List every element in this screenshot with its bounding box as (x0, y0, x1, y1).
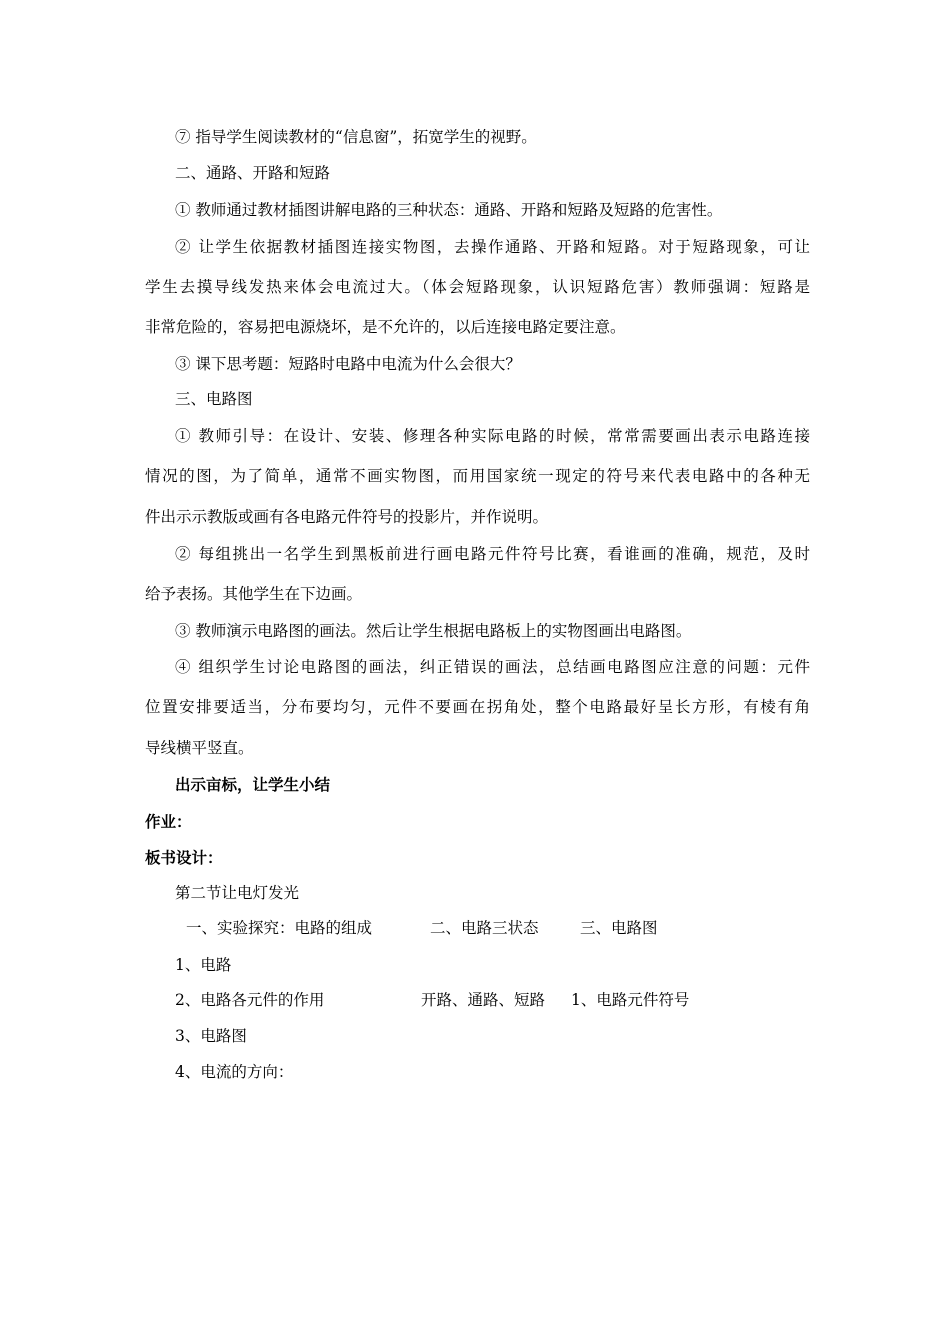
summary-line: 出示亩标，让学生小结 (175, 776, 331, 794)
board-col1-header: 一、实验探究：电路的组成 (186, 919, 373, 937)
paragraph-discussion-line2: 位置安排要适当，分布要均匀，元件不要画在拐角处，整个电路最好呈长方形，有棱有角 (145, 698, 810, 716)
section-heading-circuit-diagram: 三、电路图 (175, 390, 253, 408)
paragraph-teacher-guide-line2: 情况的图，为了简单，通常不画实物图，而用国家统一现定的符号来代表电路中的各种无 (145, 467, 810, 485)
paragraph-demo: ③ 教师演示电路图的画法。然后让学生根据电路板上的实物图画出电路图。 (175, 622, 692, 640)
paragraph-short-circuit-line2: 学生去摸导线发热来体会电流过大。（体会短路现象，认识短路危害）教师强调：短路是 (145, 278, 810, 296)
paragraph-short-circuit-line3: 非常危险的，容易把电源烧坏，是不允许的，以后连接电路定要注意。 (145, 318, 626, 336)
paragraph-teacher-guide-line1: ① 教师引导：在设计、安装、修理各种实际电路的时候，常常需要画出表示电路连接 (175, 427, 810, 445)
board-title: 第二节让电灯发光 (175, 884, 300, 902)
paragraph-teacher-guide-line3: 件出示示教版或画有各电路元件符号的投影片，并作说明。 (145, 508, 549, 526)
paragraph-competition-line1: ② 每组挑出一名学生到黑板前进行画电路元件符号比赛，看谁画的准确，规范，及时 (175, 545, 810, 563)
board-design-label: 板书设计： (145, 849, 223, 867)
paragraph-thinking-question: ③ 课下思考题：短路时电路中电流为什么会很大？ (175, 355, 521, 373)
section-heading-circuit-states: 二、通路、开路和短路 (175, 164, 331, 182)
board-item-4: 4、电流的方向： (175, 1063, 294, 1081)
paragraph-info-window: ⑦ 指导学生阅读教材的“信息窗”，拓宽学生的视野。 (175, 128, 537, 146)
board-item-1: 1、电路 (175, 956, 232, 974)
board-col2-header: 二、电路三状态 (430, 919, 539, 937)
board-item-2-symbols: 1、电路元件符号 (571, 991, 690, 1009)
paragraph-discussion-line1: ④ 组织学生讨论电路图的画法，纠正错误的画法，总结画电路图应注意的问题：元件 (175, 658, 810, 676)
board-col3-header: 三、电路图 (580, 919, 658, 937)
board-item-3: 3、电路图 (175, 1027, 247, 1045)
paragraph-short-circuit-line1: ② 让学生依据教材插图连接实物图，去操作通路、开路和短路。对于短路现象，可让 (175, 238, 810, 256)
homework-label: 作业： (145, 813, 192, 831)
paragraph-discussion-line3: 导线横平竖直。 (145, 739, 254, 757)
paragraph-competition-line2: 给予表扬。其他学生在下边画。 (145, 585, 363, 603)
board-item-2-states: 开路、通路、短路 (421, 991, 546, 1009)
paragraph-three-states: ① 教师通过教材插图讲解电路的三种状态：通路、开路和短路及短路的危害性。 (175, 201, 723, 219)
board-item-2: 2、电路各元件的作用 (175, 991, 325, 1009)
